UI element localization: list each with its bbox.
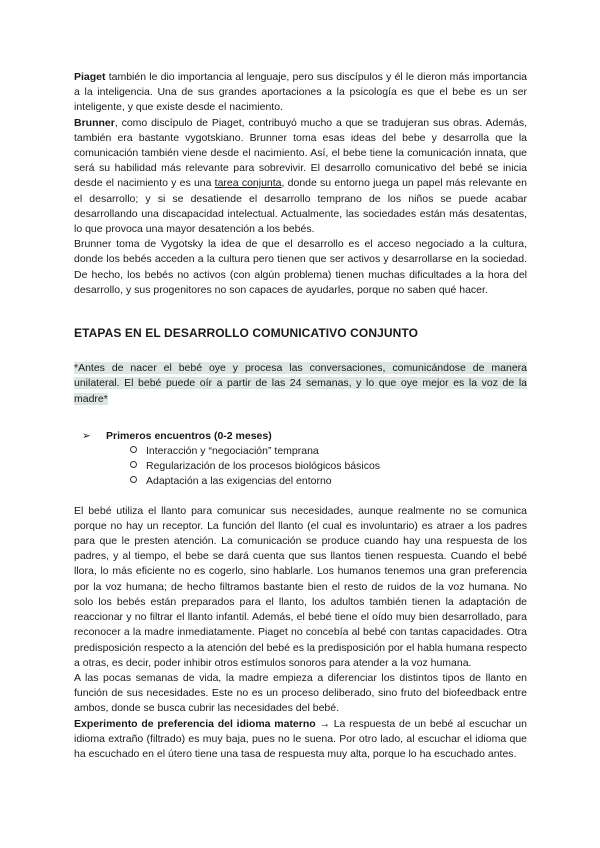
experimento-text: → La respuesta de un bebé al escuchar un idioma extraño (filtrado) es muy baja, pues no le suena. Por otro lado, al escuchar el idioma que ha escuchado en el útero tiene una tasa de respuesta muy alta, porque lo ha escuchado antes. (74, 717, 527, 760)
list-item (74, 459, 527, 474)
experimento-paragraph (74, 717, 527, 763)
section-title: ETAPAS EN EL DESARROLLO COMUNICATIVO CONJUNTO (74, 326, 419, 341)
list-item-text: Regularización de los procesos biológicos básicos (146, 460, 381, 473)
vygotsky-paragraph: Brunner toma de Vygotsky la idea de que el desarrollo es el acceso negociado a la cultura, donde los bebés acceden a la cultura pero tienen que ser activos y desarrollarse en la sociedad. De hecho, los bebés no activos (con algún problema) tienen muchas dificultades a la hora del desarrollo, y sus progenitores no son capaces de ayudarles, porque no saben qué hacer. (74, 238, 527, 296)
highlight-quote (74, 361, 527, 407)
brunner-text-after: , donde su entorno juega un papel más relevante en el desarrollo; y si se desatiende el desarrollo temprano de los niños se puede acabar desarrollando una discapacidad intelectual. Actualmente, las sociedades están más desatentas, lo que provoca una mayor desatención a los bebés. (74, 177, 527, 236)
brunner-text-before: , como discípulo de Piaget, contribuyó mucho a que se tradujeran sus obras. Además, también era bastante vygotskiano. Brunner toma esas ideas del bebe y desarrolla que la comunicación también viene desde el nacimiento. Así, el bebe tiene la comunicación innata, que será su habilidad más relevante para sobrevivir. El desarrollo comunicativo del bebé se inicia desde el nacimiento y es una (74, 116, 527, 190)
circle-bullet-icon (130, 446, 137, 453)
stage-list (74, 429, 527, 490)
stage-heading: Primeros encuentros (0-2 meses) (106, 429, 272, 442)
circle-bullet-icon (130, 461, 137, 468)
list-item-text: Adaptación a las exigencias del entorno (146, 475, 332, 488)
stage-heading-item (74, 429, 527, 444)
brunner-name: Brunner (74, 116, 115, 129)
highlight-quote-text: *Antes de nacer el bebé oye y procesa las conversaciones, comunicándose de manera unilateral. El bebé puede oír a partir de las 24 semanas, y lo que oye mejor es la voz de la madre* (74, 362, 527, 405)
semanas-paragraph: A las pocas semanas de vida, la madre empieza a diferenciar los distintos tipos de llanto en función de sus necesidades. Este no es un proceso deliberado, sino fruto del biofeedback entre ambos, donde se busca cubrir las necesidades del bebé. (74, 671, 527, 715)
tarea-conjunta-underlined: tarea conjunta (214, 177, 282, 190)
list-item (74, 474, 527, 489)
document-content (74, 70, 527, 762)
piaget-text: también le dio importancia al lenguaje, pero sus discípulos y él le dieron más importancia a la inteligencia. Una de sus grandes aportaciones a la psicología es que el bebe es un ser inteligente, y que existe desde el nacimiento. (74, 71, 527, 114)
llanto-paragraph: El bebé utiliza el llanto para comunicar sus necesidades, aunque realmente no se comunica porque no hay un receptor. La función del llanto (el cual es involuntario) es atraer a los padres para que le presten atención. La comunicación se produce cuando hay una respuesta de los padres, y al tiempo, el bebe se dará cuenta que sus llantos tienen respuesta. Cuando el bebé llora, lo más eficiente no es cogerlo, sino hablarle. Los humanos tenemos una gran preferencia por la voz humana; de hecho filtramos bastante bien el resto de ruidos de la voz humana. No solo los bebés están preparados para el llanto, los adultos también tienen la adaptación de reaccionar y no filtrar el llanto infantil. Además, el bebé tiene el oído muy bien desarrollado, para reconocer a la madre inmediatamente. Piaget no concebía al bebé con tantas capacidades. Otra predisposición respecto a la atención del bebé es la predisposición por el habla humana respecto a otras, es decir, poder inhibir otros estímulos sonoros para atender a la voz humana. (74, 504, 527, 669)
experimento-title: Experimento de preferencia del idioma materno (74, 717, 316, 730)
arrow-bullet-icon: ➢ (82, 429, 91, 442)
piaget-paragraph (74, 70, 527, 116)
list-item-text: Interacción y “negociación” temprana (146, 445, 319, 458)
piaget-name: Piaget (74, 71, 106, 83)
circle-bullet-icon (130, 476, 137, 483)
brunner-paragraph (74, 116, 527, 238)
list-item (74, 444, 527, 459)
